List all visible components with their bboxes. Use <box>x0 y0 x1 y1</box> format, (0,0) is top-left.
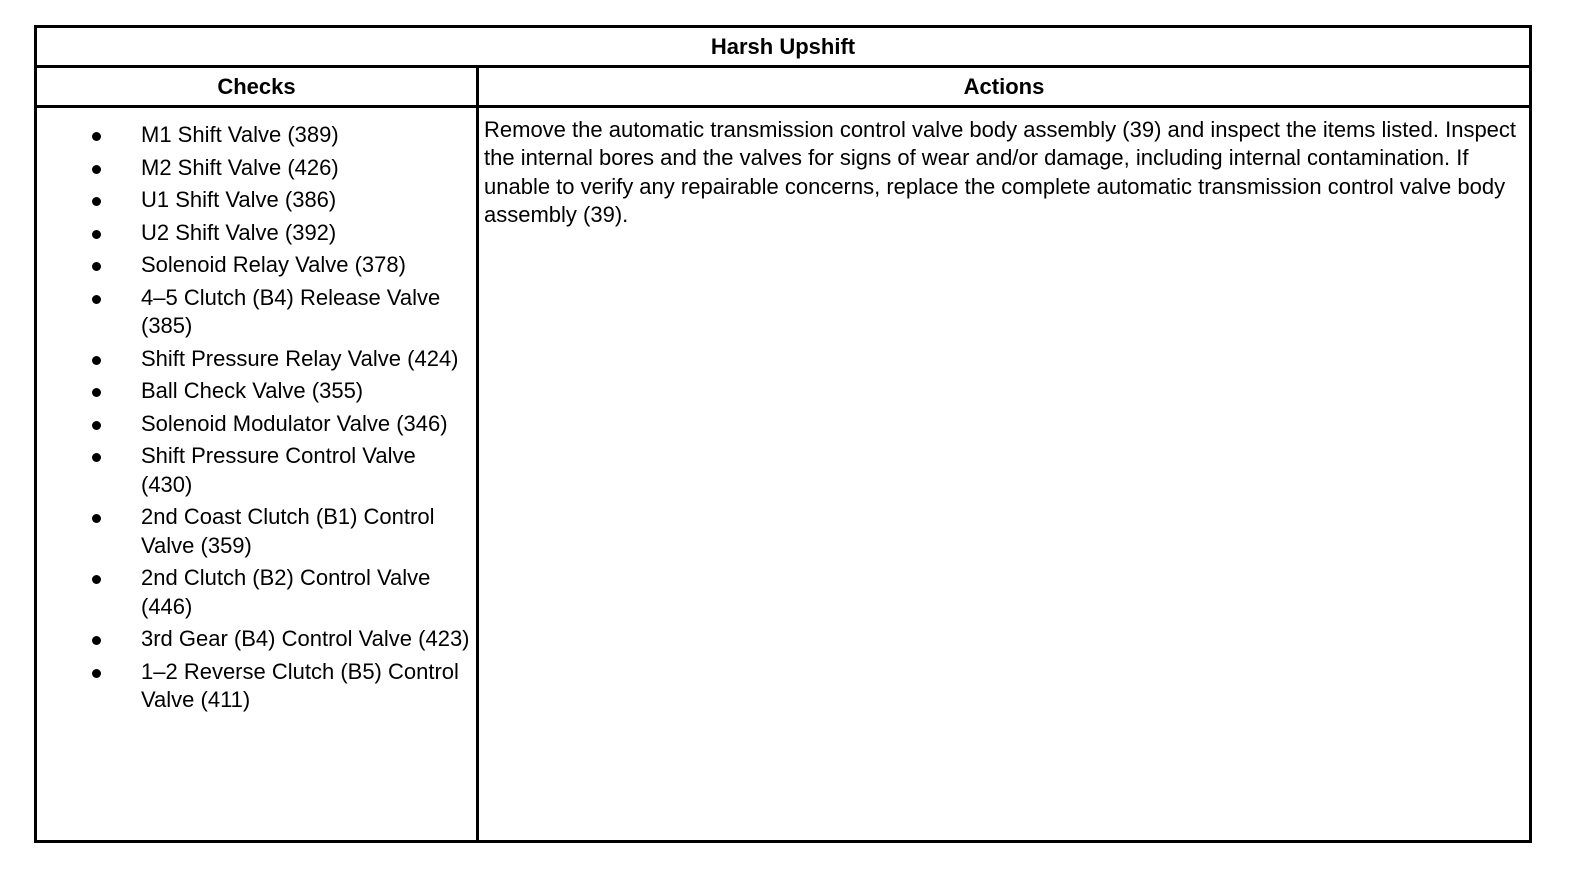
check-item-text: 2nd Clutch (B2) Control Valve (446) <box>141 565 431 619</box>
content-row <box>36 107 1531 842</box>
check-item <box>37 284 476 341</box>
check-item <box>37 658 476 715</box>
check-item-text: Shift Pressure Control Valve (430) <box>141 443 416 497</box>
bullet-icon <box>92 197 101 206</box>
check-item <box>37 564 476 621</box>
checks-cell <box>36 107 478 842</box>
checks-list <box>37 108 476 715</box>
table-title: Harsh Upshift <box>36 27 1531 67</box>
check-item-text: Solenoid Modulator Valve (346) <box>141 410 448 436</box>
check-item-text: M1 Shift Valve (389) <box>141 122 339 147</box>
check-item-text: U2 Shift Valve (392) <box>141 219 337 245</box>
actions-header: Actions <box>478 67 1531 107</box>
check-item <box>37 251 476 280</box>
check-item-text: Ball Check Valve (355) <box>141 378 364 403</box>
action-text: Remove the automatic transmission control valve body assembly (39) and inspect the items listed. Inspect the internal bores and the valves for signs of wear and/or damage, including internal contamination. If unable to verify any repairable concerns, replace the complete automatic transmission control valve body assembly (39). <box>484 117 1517 227</box>
bullet-icon <box>92 295 101 304</box>
bullet-icon <box>92 356 101 365</box>
check-item-text: 2nd Coast Clutch (B1) Control Valve (359) <box>141 504 435 558</box>
check-item <box>37 154 476 183</box>
check-item <box>37 410 476 439</box>
check-item-text: M2 Shift Valve (426) <box>141 154 339 180</box>
check-item-text: Solenoid Relay Valve (378) <box>141 252 406 277</box>
check-item <box>37 186 476 215</box>
bullet-icon <box>92 636 101 645</box>
bullet-icon <box>92 132 101 141</box>
check-item <box>37 377 476 406</box>
check-item <box>37 345 476 374</box>
bullet-icon <box>92 421 101 430</box>
check-item <box>37 625 476 654</box>
check-item-text: 4–5 Clutch (B4) Release Valve (385) <box>141 284 441 338</box>
title-row <box>36 27 1531 67</box>
check-item-text: Shift Pressure Relay Valve (424) <box>141 345 459 371</box>
check-item-text: U1 Shift Valve (386) <box>141 187 337 212</box>
check-item-text: 3rd Gear (B4) Control Valve (423) <box>141 626 470 651</box>
bullet-icon <box>92 453 101 462</box>
diagnostic-table <box>34 25 1532 843</box>
bullet-icon <box>92 388 101 397</box>
actions-cell <box>478 107 1531 842</box>
bullet-icon <box>92 669 101 678</box>
check-item-text: 1–2 Reverse Clutch (B5) Control Valve (411) <box>141 658 459 712</box>
check-item <box>37 503 476 560</box>
bullet-icon <box>92 230 101 239</box>
header-row <box>36 67 1531 107</box>
bullet-icon <box>92 165 101 174</box>
bullet-icon <box>92 262 101 271</box>
checks-header: Checks <box>36 67 478 107</box>
bullet-icon <box>92 575 101 584</box>
check-item <box>37 121 476 150</box>
check-item <box>37 219 476 248</box>
check-item <box>37 442 476 499</box>
bullet-icon <box>92 514 101 523</box>
